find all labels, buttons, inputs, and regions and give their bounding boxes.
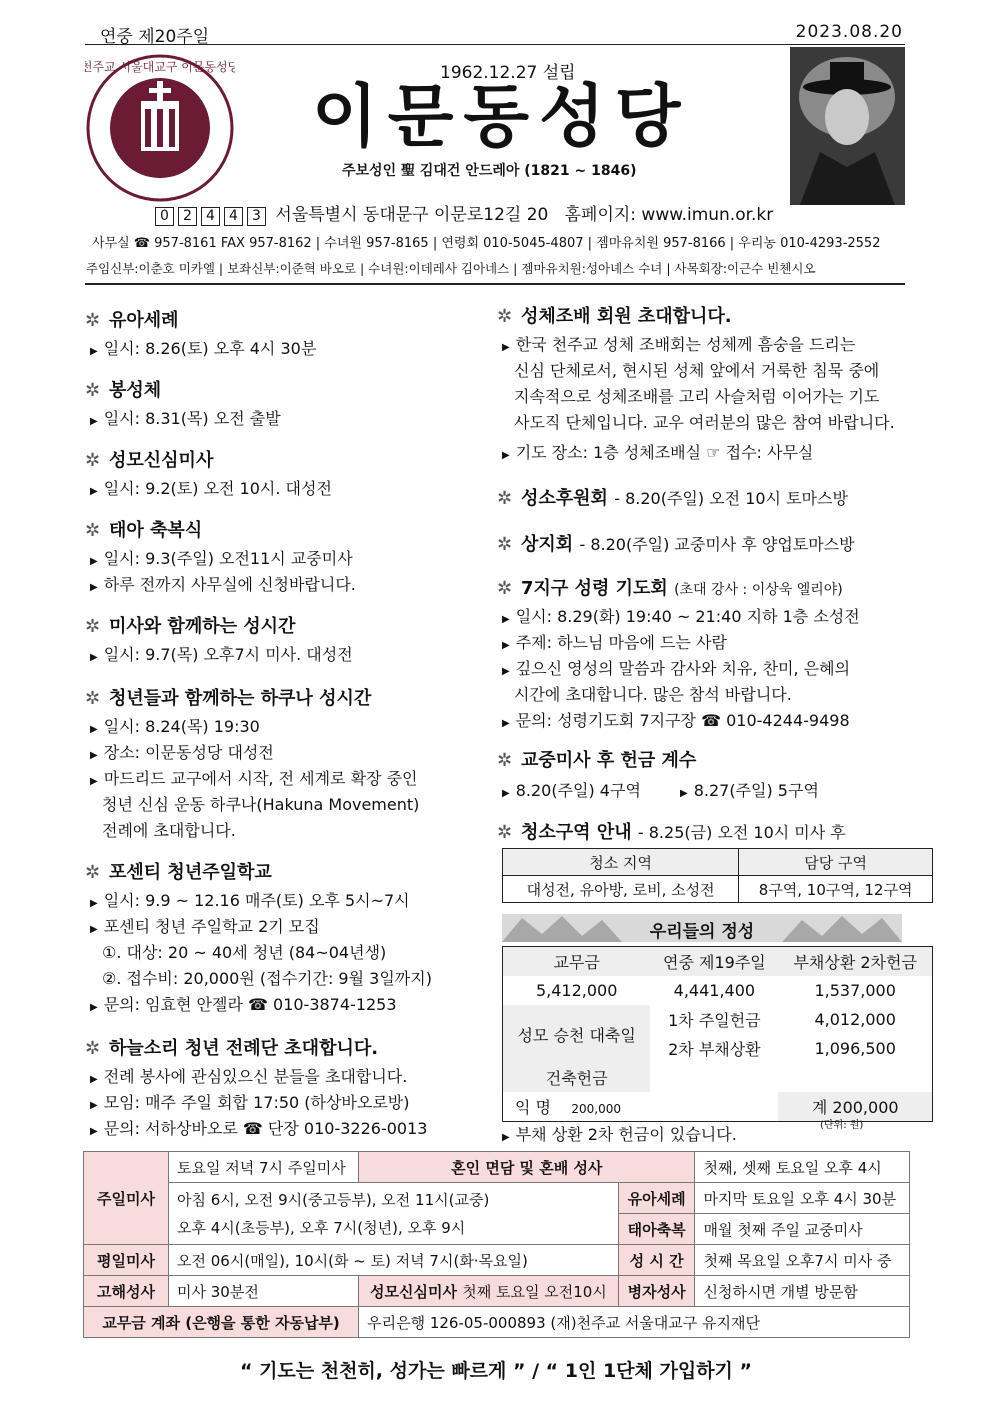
table-cell: 신청하시면 개별 방문함 xyxy=(695,1276,910,1307)
list-item: ▶ 일시: 8.31(목) 오전 출발 xyxy=(90,409,281,428)
table-cell: 1,537,000 xyxy=(814,981,896,1000)
table-cell: 4,441,400 xyxy=(673,981,756,1000)
list-item-cont: ②. 접수비: 20,000원 (접수기간: 9월 3일까지) xyxy=(102,969,432,988)
star-icon: ✲ xyxy=(85,450,101,471)
seal-text: 천주교 서울대교구 이문동성당 xyxy=(85,60,235,74)
list-item: ▶ 주제: 하느님 마음에 드는 사람 xyxy=(502,633,727,652)
star-icon: ✲ xyxy=(497,534,513,555)
table-cell: 성모 승천 대축일 xyxy=(503,1005,651,1063)
table-cell: 1,096,500 xyxy=(814,1039,896,1058)
confession-label: 고해성사 xyxy=(84,1276,169,1307)
table-cell: 매월 첫째 주일 교중미사 xyxy=(695,1214,910,1245)
section-title: ✲ 성체조배 회원 초대합니다. xyxy=(497,306,732,327)
table-cell: 오전 06시(매일), 10시(화 ~ 토) 저녁 7시(화·목요일) xyxy=(169,1245,619,1276)
phone-list: 사무실 ☎ 957-8161 FAX 957-8162 | 수녀원 957-8165 | 연령회 010-5045-4807 | 젬마유치원 957-8166 | 우리농 010-4293-2552 xyxy=(92,236,881,251)
list-item-cont: 사도직 단체입니다. 교우 여러분의 많은 참여 바랍니다. xyxy=(514,413,895,432)
founded-date: 1962.12.27 설립 xyxy=(440,63,576,83)
section-title: ✲ 포센티 청년주일학교 xyxy=(85,862,272,883)
list-item: ▶ 부채 상환 2차 헌금이 있습니다. xyxy=(502,1125,737,1144)
list-item: ▶ 기도 장소: 1층 성체조배실 ☞ 접수: 사무실 xyxy=(502,443,814,462)
table-cell: 마지막 토요일 오후 4시 30분 xyxy=(695,1183,910,1214)
table-cell: 미사 30분전 xyxy=(169,1276,359,1307)
street-address: 서울특별시 동대문구 이문로12길 20 xyxy=(275,205,549,225)
section-title: ✲ 상지회 - 8.20(주일) 교중미사 후 양업토마스방 xyxy=(497,534,855,555)
list-item: ▶ 전례 봉사에 관심있으신 분들을 초대합니다. xyxy=(90,1067,408,1086)
homepage-link[interactable]: 홈페이지: www.imun.or.kr xyxy=(564,205,774,225)
offering-table xyxy=(502,946,933,1122)
star-icon: ✲ xyxy=(85,1038,101,1059)
list-item: ▶ 포센티 청년 주일학교 2기 모집 xyxy=(90,917,320,936)
table-header: 교무금 xyxy=(553,953,600,972)
liturgical-week: 연중 제20주일 xyxy=(100,27,210,47)
list-item: ▶ 문의: 서하상바오로 ☎ 단장 010-3226-0013 xyxy=(90,1119,428,1138)
list-item: ▶ 일시: 9.3(주일) 오전11시 교중미사 xyxy=(90,549,353,568)
table-header: 부채상환 2차헌금 xyxy=(793,953,917,972)
section-title: ✲ 미사와 함께하는 성시간 xyxy=(85,616,296,637)
list-item: ▶ 깊으신 영성의 말씀과 감사와 치유, 찬미, 은혜의 xyxy=(502,659,851,678)
marriage-label: 혼인 면담 및 혼배 성사 xyxy=(359,1152,695,1183)
table-cell: 4,012,000 xyxy=(814,1010,896,1029)
table-cell: 대성전, 유아방, 로비, 소성전 xyxy=(503,876,739,903)
list-item-cont: ①. 대상: 20 ~ 40세 청년 (84~04년생) xyxy=(102,943,387,962)
table-header: 청소 지역 xyxy=(503,849,739,876)
star-icon: ✲ xyxy=(497,750,513,771)
table-header: 담당 구역 xyxy=(739,849,933,876)
offering-banner xyxy=(502,914,902,942)
star-icon: ✲ xyxy=(85,310,101,331)
patron-portrait xyxy=(790,47,905,205)
list-item: ▶ 장소: 이문동성당 대성전 xyxy=(90,743,274,762)
list-item: ▶ 한국 천주교 성체 조배회는 성체께 흠숭을 드리는 xyxy=(502,335,856,354)
bulletin-date: 2023.08.20 xyxy=(795,22,903,42)
table-cell: 아침 6시, 오전 9시(중고등부), 오전 11시(교중) 오후 4시(초등부), 오후 7시(청년), 오후 9시 xyxy=(169,1183,619,1245)
section-title: ✲ 7지구 성령 기도회 (초대 강사 : 이상욱 엘리야) xyxy=(497,578,843,599)
table-cell: 1차 주일헌금 xyxy=(668,1011,761,1030)
list-item: ▶ 문의: 임효현 안젤라 ☎ 010-3874-1253 xyxy=(90,995,397,1014)
table-cell: 익 명 200,000 xyxy=(515,1098,621,1117)
staff-list: 주임신부:이춘호 미카엘 | 보좌신부:이준혁 바오로 | 수녀원:이데레사 김아네스 | 젬마유치원:성아녜스 수녀 | 사목회장:이근수 빈첸시오 xyxy=(86,261,816,276)
star-icon: ✲ xyxy=(497,488,513,509)
table-cell: 8구역, 10구역, 12구역 xyxy=(739,876,933,903)
section-title: ✲ 교중미사 후 헌금 계수 xyxy=(497,750,697,771)
list-item: ▶ 일시: 9.7(목) 오후7시 미사. 대성전 xyxy=(90,645,353,664)
section-title: ✲ 봉성체 xyxy=(85,380,162,401)
holyhour-label: 성 시 간 xyxy=(618,1245,695,1276)
table-cell: 토요일 저녁 7시 주일미사 xyxy=(169,1152,359,1183)
list-item: ▶ 모임: 매주 주일 회합 17:50 (하상바오로방) xyxy=(90,1093,410,1112)
address-line xyxy=(155,200,773,226)
list-item: ▶ 일시: 9.2(토) 오전 10시. 대성전 xyxy=(90,479,332,498)
mass-schedule-table xyxy=(83,1151,910,1338)
list-item: ▶ 일시: 8.26(토) 오후 4시 30분 xyxy=(90,339,317,358)
table-cell: 건축헌금 xyxy=(503,1063,651,1092)
baptism-label: 유아세례 xyxy=(618,1183,695,1214)
list-item: ▶ 문의: 성령기도회 7지구장 ☎ 010-4244-9498 xyxy=(502,711,850,730)
list-item: ▶ 일시: 8.29(화) 19:40 ~ 21:40 지하 1층 소성전 xyxy=(502,607,860,626)
list-item: ▶ 하루 전까지 사무실에 신청바랍니다. xyxy=(90,575,356,594)
church-seal xyxy=(85,53,235,203)
section-title: ✲ 유아세례 xyxy=(85,310,179,331)
list-item: ▶ 마드리드 교구에서 시작, 전 세계로 확장 중인 xyxy=(90,769,418,788)
star-icon: ✲ xyxy=(85,520,101,541)
table-cell: 첫째 목요일 오후7시 미사 중 xyxy=(695,1245,910,1276)
star-icon: ✲ xyxy=(497,822,513,843)
table-cell: 2차 부채상환 xyxy=(668,1040,761,1059)
sick-label: 병자성사 xyxy=(618,1276,695,1307)
fetus-label: 태아축복 xyxy=(618,1214,695,1245)
section-title: ✲ 하늘소리 청년 전례단 초대합니다. xyxy=(85,1038,379,1059)
list-item: ▶ 일시: 8.24(목) 19:30 xyxy=(90,717,260,736)
star-icon: ✲ xyxy=(497,578,513,599)
star-icon: ✲ xyxy=(85,616,101,637)
star-icon: ✲ xyxy=(85,380,101,401)
star-icon: ✲ xyxy=(497,306,513,327)
star-icon: ✲ xyxy=(85,862,101,883)
list-item-cont: 전례에 초대합니다. xyxy=(102,821,236,840)
list-item-cont: 신심 단체로서, 현시된 성체 앞에서 거룩한 침묵 중에 xyxy=(514,361,880,380)
offering-title: 우리들의 정성 xyxy=(649,922,755,942)
section-title: ✲ 성모신심미사 xyxy=(85,450,214,471)
postal-code: 0 2 4 4 3 xyxy=(155,205,275,225)
sunday-mass-label: 주일미사 xyxy=(84,1152,169,1245)
patron-saint: 주보성인 聖 김대건 안드레아 (1821 ~ 1846) xyxy=(342,163,637,179)
cleaning-table xyxy=(502,848,933,903)
header-divider xyxy=(85,283,905,285)
weekday-mass-label: 평일미사 xyxy=(84,1245,169,1276)
list-item-cont: 시간에 초대합니다. 많은 참석 바랍니다. xyxy=(514,685,792,704)
table-cell: 첫째, 셋째 토요일 오후 4시 xyxy=(695,1152,910,1183)
church-title: 이문동성당 xyxy=(312,78,691,157)
top-bar xyxy=(85,22,905,45)
footer-slogan: “ 기도는 천천히, 성가는 빠르게 ” / “ 1인 1단체 가입하기 ” xyxy=(239,1360,753,1382)
list-item-cont: 청년 신심 운동 하쿠나(Hakuna Movement) xyxy=(102,795,420,814)
marian-label: 성모신심미사 첫째 토요일 오전10시 xyxy=(359,1276,619,1307)
unit-note: (단위: 원) xyxy=(820,1120,864,1131)
total-cell: 계 200,000 xyxy=(778,1092,932,1122)
list-item: ▶ 8.27(주일) 5구역 xyxy=(680,781,819,800)
section-title: ✲ 청년들과 함께하는 하쿠나 성시간 xyxy=(85,688,372,709)
section-title: ✲ 태아 축복식 xyxy=(85,520,203,541)
section-title: ✲ 청소구역 안내 - 8.25(금) 오전 10시 미사 후 xyxy=(497,822,846,843)
account-value: 우리은행 126-05-000893 (재)천주교 서울대교구 유지재단 xyxy=(359,1307,910,1338)
list-item: ▶ 일시: 9.9 ~ 12.16 매주(토) 오후 5시~7시 xyxy=(90,891,410,910)
list-item: ▶ 8.20(주일) 4구역 xyxy=(502,781,641,800)
list-item-cont: 지속적으로 성체조배를 고리 사슬처럼 이어가는 기도 xyxy=(514,387,880,406)
star-icon: ✲ xyxy=(85,688,101,709)
table-header: 연중 제19주일 xyxy=(663,953,766,972)
table-cell: 5,412,000 xyxy=(535,981,618,1000)
account-label: 교무금 계좌 (은행을 통한 자동납부) xyxy=(84,1307,359,1338)
section-title: ✲ 성소후원회 - 8.20(주일) 오전 10시 토마스방 xyxy=(497,488,848,509)
